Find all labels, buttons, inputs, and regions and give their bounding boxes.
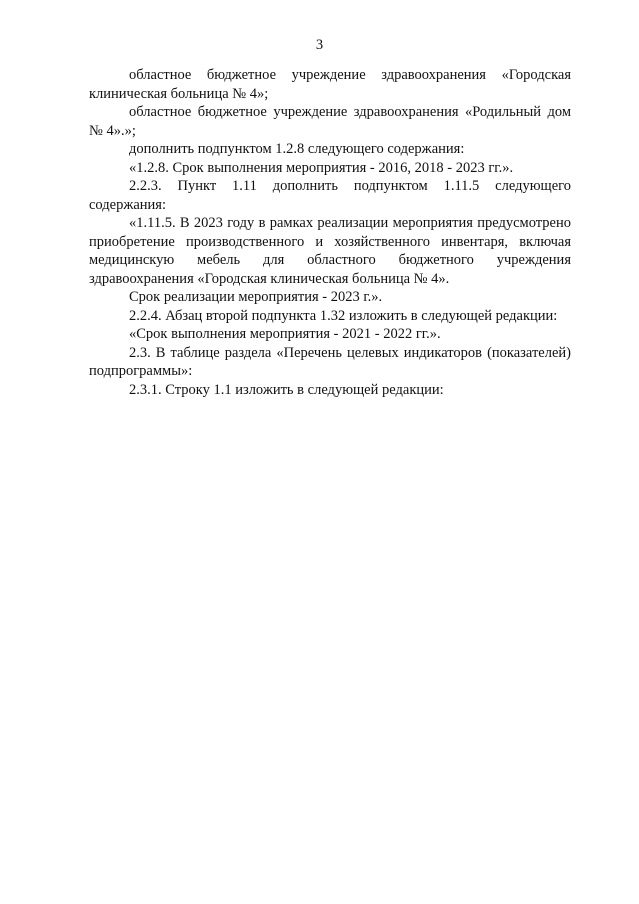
paragraph-6: «1.11.5. В 2023 году в рамках реализации мероприятия предусмотрено приобретение производственного и хозяйственного инвентаря, включая медицинскую мебель для областного бюджетного учреждения здравоохранения «Городская клиническая больница № 4».	[89, 215, 571, 287]
paragraph-9: «Срок выполнения мероприятия - 2021 - 2022 гг.».	[129, 326, 441, 342]
paragraph-7: Срок реализации мероприятия - 2023 г.».	[129, 289, 383, 305]
paragraph-5: 2.2.3. Пункт 1.11 дополнить подпунктом 1.11.5 следующего содержания:	[89, 178, 571, 213]
paragraph-8: 2.2.4. Абзац второй подпункта 1.32 изложить в следующей редакции:	[129, 307, 558, 324]
paragraph-10: 2.3. В таблице раздела «Перечень целевых индикаторов (показателей) подпрограммы»:	[89, 344, 571, 379]
page-number: 3	[315, 37, 324, 53]
paragraph-2: областное бюджетное учреждение здравоохранения «Родильный дом № 4».»;	[89, 104, 571, 139]
paragraph-11: 2.3.1. Строку 1.1 изложить в следующей редакции:	[129, 381, 444, 398]
document-body	[89, 66, 571, 399]
paragraph-4: «1.2.8. Срок выполнения мероприятия - 2016, 2018 - 2023 гг.».	[129, 159, 514, 176]
paragraph-1: областное бюджетное учреждение здравоохранения «Городская клиническая больница № 4»;	[89, 67, 571, 102]
paragraph-3: дополнить подпунктом 1.2.8 следующего содержания:	[129, 141, 465, 157]
